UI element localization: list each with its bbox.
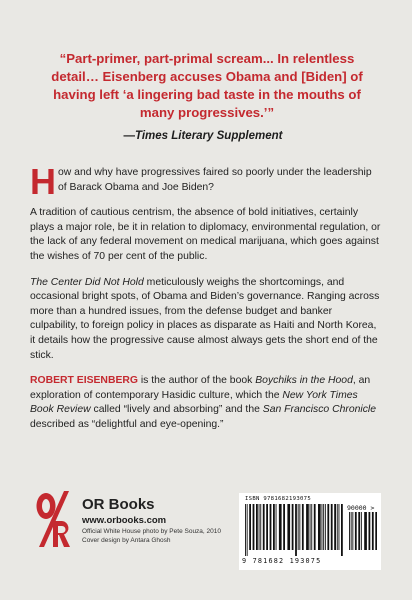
barcode-bar xyxy=(310,504,311,550)
publisher-block xyxy=(82,496,242,545)
barcode-bar xyxy=(295,504,297,556)
barcode-bar xyxy=(273,504,275,550)
attribution-publication: Times Literary Supplement xyxy=(135,130,283,142)
barcode-addon-bars xyxy=(349,512,377,556)
previous-book-title: Boychiks in the Hood xyxy=(255,375,353,387)
publisher-url: www.orbooks.com xyxy=(82,515,167,526)
barcode-bar xyxy=(253,504,255,550)
barcode-bar xyxy=(358,512,360,550)
paragraph-3-text: meticulously weighs the shortcomings, and occasional bright spots, of Obama and Biden’s governance. Ranging across more than a hundred issues, from the defense budget and banker culpability, to foreign policy in places as disparate as Haiti and North Korea, it details how the progressive cause almost always gets the short end of the stick. xyxy=(30,276,380,361)
nytbr-name: New York Times Book Review xyxy=(30,389,358,416)
barcode-bar xyxy=(361,512,362,550)
barcode-bar xyxy=(299,504,300,550)
bio-part-d: described as “delightful and eye-opening.” xyxy=(30,418,224,430)
barcode-bar xyxy=(349,512,350,550)
barcode-bar xyxy=(298,504,299,550)
barcode-bar xyxy=(314,504,316,550)
barcode-bar xyxy=(341,504,343,556)
barcode-bar xyxy=(331,504,333,550)
quote-attribution xyxy=(38,130,368,142)
barcode-bar xyxy=(260,504,261,550)
bio-part-a: is the author of the book xyxy=(137,375,256,387)
barcode-bar xyxy=(337,504,338,550)
barcode-bar xyxy=(322,504,323,550)
isbn-label: ISBN 9781682193075 xyxy=(245,496,312,502)
book-title: The Center Did Not Hold xyxy=(30,276,144,288)
barcode-bar xyxy=(327,504,329,550)
barcode-bar xyxy=(311,504,312,550)
attribution-dash: — xyxy=(123,130,136,142)
barcode-bar xyxy=(369,512,371,550)
photo-credit: Official White House photo by Pete Souza, 2010 xyxy=(82,528,221,535)
barcode-bar xyxy=(276,504,277,550)
barcode-bar xyxy=(287,504,290,550)
barcode-bar xyxy=(323,504,324,550)
barcode-bar xyxy=(279,504,282,550)
barcode-bar xyxy=(263,504,265,550)
blurb-paragraph-3 xyxy=(30,276,382,364)
barcode-bar xyxy=(266,504,268,550)
isbn-barcode xyxy=(239,493,381,570)
bio-part-b: , an exploration of contemporary Hasidic culture, which the xyxy=(30,375,371,401)
paragraph-1-text: ow and why have progressives faired so poorly under the leadership of Barack Obama and Joe Biden? xyxy=(58,167,372,193)
barcode-bar xyxy=(352,512,353,550)
barcode-bar xyxy=(256,504,258,550)
barcode-bar xyxy=(355,512,357,550)
barcode-bar xyxy=(351,512,352,550)
publisher-name: OR Books xyxy=(82,496,155,513)
barcode-bar xyxy=(372,512,374,550)
barcode-digits: 9 781682 193075 xyxy=(242,557,322,565)
blurb-text xyxy=(30,161,382,444)
barcode-bar xyxy=(334,504,336,550)
barcode-bars xyxy=(245,504,343,556)
barcode-bar xyxy=(259,504,260,550)
design-credit: Cover design by Antara Ghosh xyxy=(82,537,171,544)
barcode-bar xyxy=(302,504,304,550)
drop-cap: H xyxy=(30,161,56,202)
author-bio xyxy=(30,374,382,432)
sfc-name: San Francisco Chronicle xyxy=(262,404,376,416)
bio-part-c: called “lively and absorbing” and the xyxy=(90,404,263,416)
review-quote: “Part-primer, part-primal scream... In relentless detail… Eisenberg accuses Obama and [Biden] of having left ‘a lingering bad taste in the mouths of many progressives.’” xyxy=(51,51,363,120)
barcode-bar xyxy=(270,504,272,550)
barcode-bar xyxy=(325,504,326,550)
barcode-addon-label: 90000 > xyxy=(347,504,375,512)
barcode-bar xyxy=(375,512,377,550)
barcode-bar xyxy=(283,504,285,550)
barcode-bar xyxy=(245,504,246,556)
barcode-bar xyxy=(247,504,248,556)
barcode-bar xyxy=(292,504,294,550)
blurb-paragraph-1 xyxy=(30,161,382,202)
blurb-paragraph-2: A tradition of cautious centrism, the absence of bold initiatives, certainly plays a major role, be it in relation to diplomacy, environmental regulation, or the lack of any federal movement on medical marijuana, which goes against the wishes of 70 per cent of the public. xyxy=(30,207,381,262)
or-books-logo xyxy=(34,491,72,547)
barcode-bar xyxy=(318,504,321,550)
barcode-bar xyxy=(306,504,309,550)
barcode-bar xyxy=(339,504,340,550)
barcode-bar xyxy=(249,504,251,550)
barcode-bar xyxy=(364,512,367,550)
author-name: ROBERT EISENBERG xyxy=(30,375,138,387)
